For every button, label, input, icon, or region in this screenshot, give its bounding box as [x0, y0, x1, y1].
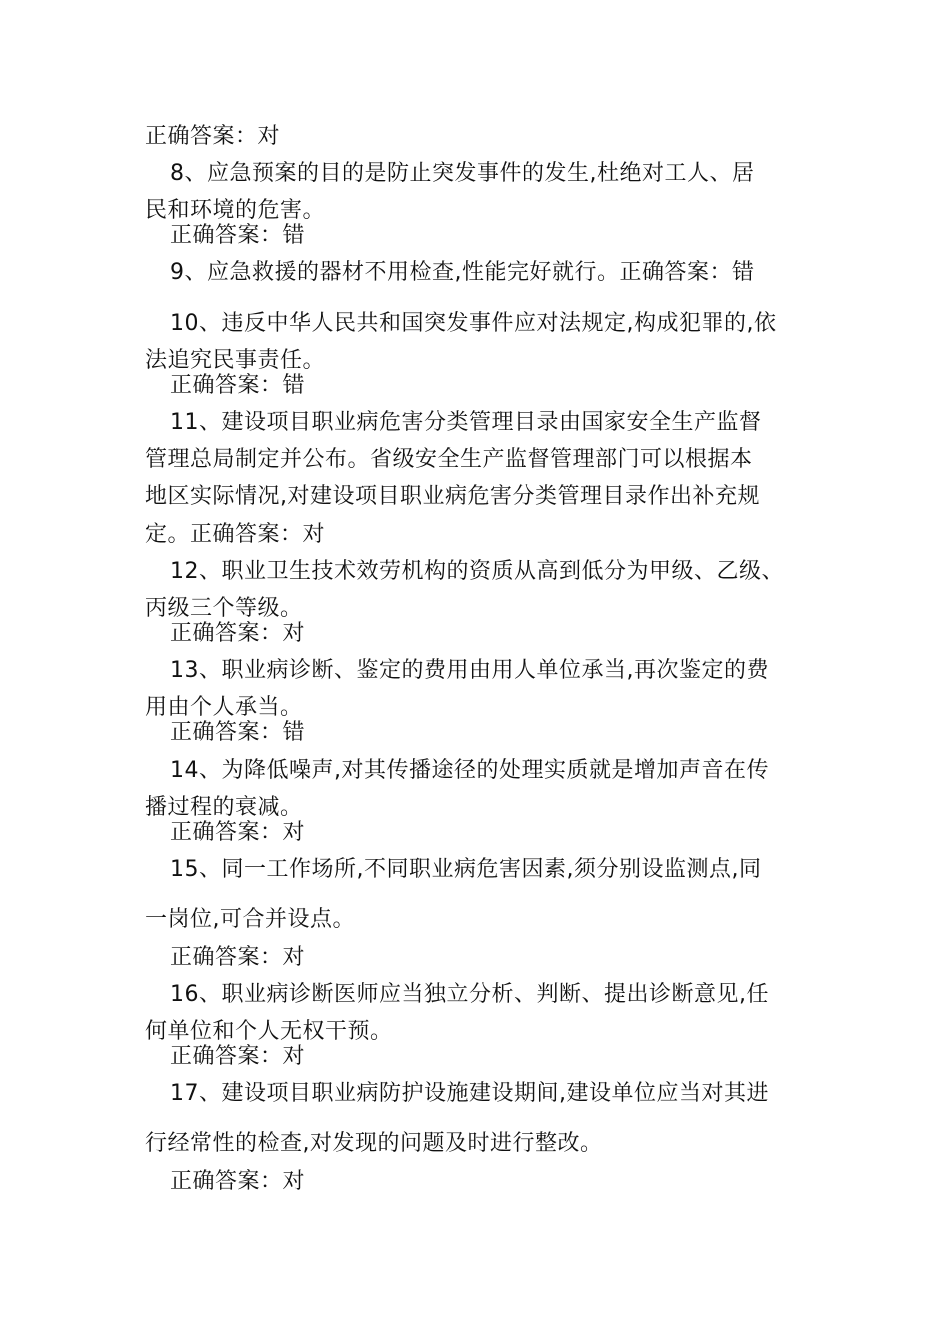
text-line: 13、职业病诊断、鉴定的费用由用人单位承当,再次鉴定的费 [170, 658, 769, 683]
text-line: 民和环境的危害。 [145, 198, 326, 223]
text-line: 11、建设项目职业病危害分类管理目录由国家安全生产监督 [170, 410, 762, 435]
text-line: 播过程的衰减。 [145, 795, 303, 820]
text-line: 10、违反中华人民共和国突发事件应对法规定,构成犯罪的,依 [170, 311, 777, 336]
text-line: 正确答案：对 [170, 945, 306, 970]
text-line: 管理总局制定并公布。省级安全生产监督管理部门可以根据本 [145, 447, 753, 472]
text-line: 15、同一工作场所,不同职业病危害因素,须分别设监测点,同 [170, 857, 762, 882]
text-line: 14、为降低噪声,对其传播途径的处理实质就是增加声音在传 [170, 758, 769, 783]
text-line: 16、职业病诊断医师应当独立分析、判断、提出诊断意见,任 [170, 982, 769, 1007]
text-line: 正确答案：对 [145, 124, 281, 149]
text-line: 8、应急预案的目的是防止突发事件的发生,杜绝对工人、居 [170, 161, 755, 186]
text-line: 定。正确答案：对 [145, 522, 326, 547]
text-line: 正确答案：错 [170, 223, 306, 248]
text-line: 正确答案：对 [170, 1044, 306, 1069]
text-line: 行经常性的检查,对发现的问题及时进行整改。 [145, 1131, 603, 1156]
text-line: 丙级三个等级。 [145, 596, 303, 621]
text-line: 正确答案：错 [170, 720, 306, 745]
text-line: 法追究民事责任。 [145, 348, 326, 373]
text-line: 12、职业卫生技术效劳机构的资质从高到低分为甲级、乙级、 [170, 559, 784, 584]
text-line: 地区实际情况,对建设项目职业病危害分类管理目录作出补充规 [145, 484, 760, 509]
text-line: 正确答案：对 [170, 820, 306, 845]
text-line: 何单位和个人无权干预。 [145, 1019, 393, 1044]
text-line: 正确答案：错 [170, 373, 306, 398]
text-line: 一岗位,可合并设点。 [145, 907, 355, 932]
text-line: 用由个人承当。 [145, 695, 303, 720]
text-line: 正确答案：对 [170, 621, 306, 646]
text-line: 正确答案：对 [170, 1169, 306, 1194]
text-line: 9、应急救援的器材不用检查,性能完好就行。正确答案：错 [170, 260, 755, 285]
text-line: 17、建设项目职业病防护设施建设期间,建设单位应当对其进 [170, 1081, 769, 1106]
